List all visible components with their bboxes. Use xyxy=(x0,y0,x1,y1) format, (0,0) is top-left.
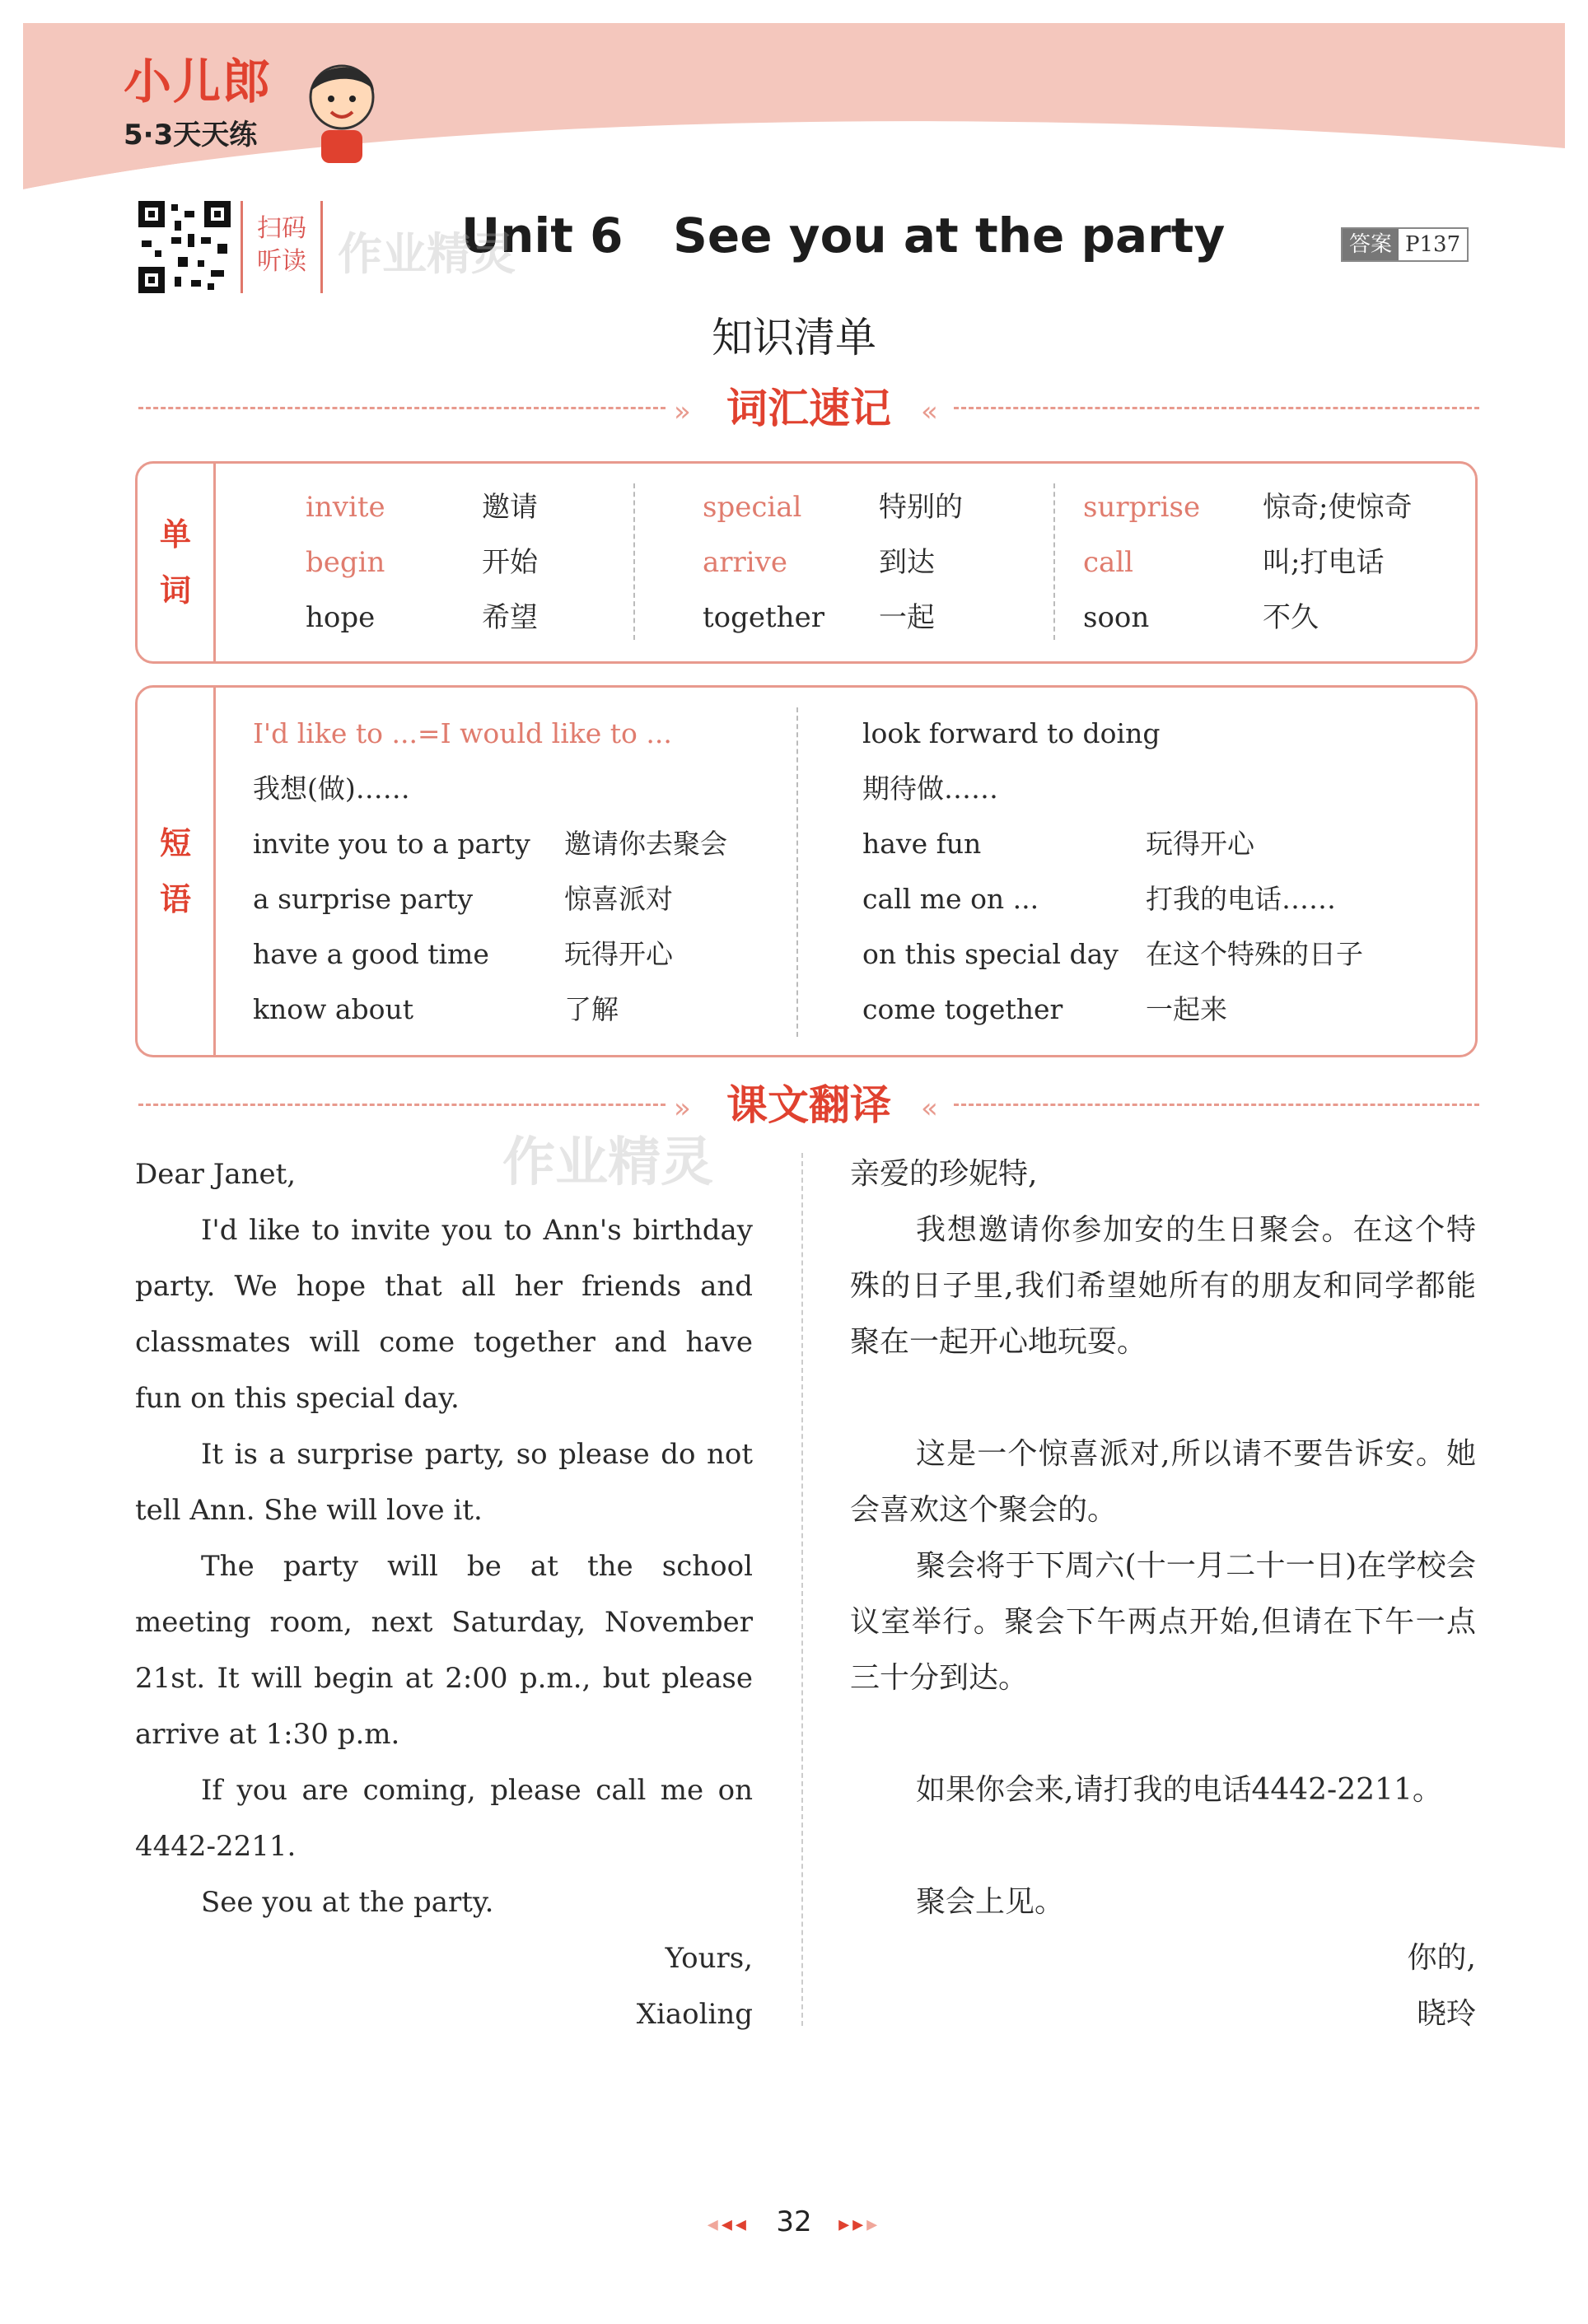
answer-label: 答案 xyxy=(1343,229,1399,260)
phrase-en: on this special day xyxy=(862,938,1119,970)
phrases-box xyxy=(135,685,1478,1057)
phrase-row xyxy=(862,816,1363,871)
word-zh: 邀请 xyxy=(482,491,538,524)
phrase-zh: 邀请你去聚会 xyxy=(564,828,727,860)
scan-label-line-2: 听读 xyxy=(257,247,306,276)
answer-page: P137 xyxy=(1405,232,1461,257)
brand-logo xyxy=(124,54,273,152)
phrase-zh: 一起来 xyxy=(1146,993,1227,1025)
letter-greeting: Dear Janet, xyxy=(135,1158,297,1191)
phrase-en: a surprise party xyxy=(253,883,474,915)
phrase-zh: 期待做…… xyxy=(862,772,998,805)
phrase-en: know about xyxy=(253,993,414,1025)
phrase-zh: 我想(做)…… xyxy=(253,772,410,805)
letter-paragraph: It is a surprise party, so please do not tell Ann. She will love it. xyxy=(135,1438,753,1527)
word-row xyxy=(703,590,963,646)
word-zh: 不久 xyxy=(1263,601,1319,634)
word-en: hope xyxy=(306,601,376,634)
word-zh: 开始 xyxy=(482,546,538,579)
phrase-zh: 打我的电话…… xyxy=(1146,883,1336,915)
phrase-en: I'd like to ...=I would like to ... xyxy=(253,717,672,749)
phrase-column-right xyxy=(862,706,1363,1037)
letter-closing: 你的, xyxy=(1407,1941,1476,1975)
letter-greeting: 亲爱的珍妮特, xyxy=(850,1157,1038,1191)
letter-paragraph: 聚会上见。 xyxy=(916,1885,1065,1919)
brand-series: 5·3天天练 xyxy=(124,119,258,152)
letter-chinese xyxy=(850,1146,1476,2042)
word-zh: 惊奇;使惊奇 xyxy=(1263,491,1413,524)
word-row xyxy=(1083,590,1412,646)
word-row xyxy=(306,480,538,535)
letter-signature: Xiaoling xyxy=(636,1998,753,2031)
phrase-row xyxy=(862,982,1363,1037)
translation-heading-label: 课文翻译 xyxy=(726,1081,891,1129)
phrase-zh: 惊喜派对 xyxy=(564,883,673,915)
words-side-label xyxy=(138,464,216,661)
column-divider xyxy=(1053,483,1055,640)
word-en: soon xyxy=(1083,601,1150,634)
phrase-row xyxy=(862,871,1363,926)
letter-divider xyxy=(801,1153,803,2026)
word-row xyxy=(703,480,963,535)
unit-number: Unit 6 xyxy=(461,208,624,264)
word-row xyxy=(306,590,538,646)
phrase-en: come together xyxy=(862,993,1063,1025)
word-column-1 xyxy=(306,480,538,646)
word-column-2 xyxy=(703,480,963,646)
letter-closing: Yours, xyxy=(665,1942,753,1975)
word-en: begin xyxy=(306,546,385,579)
watermark: 作业精灵 xyxy=(502,1132,713,1193)
word-zh: 希望 xyxy=(482,601,538,634)
letter-paragraph: 聚会将于下周六(十一月二十一日)在学校会议室举行。聚会下午两点开始,但请在下午一点三十分到达。 xyxy=(850,1549,1476,1695)
vocab-heading-label: 词汇速记 xyxy=(726,385,891,432)
letter-paragraph: 我想邀请你参加安的生日聚会。在这个特殊的日子里,我们希望她所有的朋友和同学都能聚在一起开心地玩耍。 xyxy=(850,1213,1476,1359)
word-en: call xyxy=(1083,546,1134,579)
next-arrows-icon: ▸▸ xyxy=(838,2212,867,2237)
word-en: special xyxy=(703,491,802,524)
letter-english xyxy=(135,1146,753,2042)
phrase-row xyxy=(862,926,1363,982)
word-zh: 一起 xyxy=(879,601,935,634)
phrase-row xyxy=(253,871,727,926)
mascot-icon xyxy=(297,58,387,165)
phrase-en: have fun xyxy=(862,828,982,860)
phrase-row xyxy=(253,816,727,871)
word-row xyxy=(306,535,538,590)
phrase-zh: 玩得开心 xyxy=(1146,828,1254,860)
letter-signature: 晓玲 xyxy=(1416,1997,1476,2031)
column-divider xyxy=(633,483,635,640)
scan-label-line-1: 扫码 xyxy=(257,214,306,243)
phrase-row xyxy=(253,982,727,1037)
word-row xyxy=(1083,535,1412,590)
phrase-zh: 在这个特殊的日子 xyxy=(1146,938,1363,970)
next-arrows-icon: ▸ xyxy=(866,2212,881,2237)
knowledge-list-title: 知识清单 xyxy=(712,314,876,362)
phrases-side-label xyxy=(138,688,216,1055)
letter-paragraph: See you at the party. xyxy=(201,1886,494,1919)
word-en: arrive xyxy=(703,546,787,579)
letter-paragraph: If you are coming, please call me on 4442-2211. xyxy=(135,1774,753,1863)
words-label-char: 单 xyxy=(159,516,191,553)
letter-paragraph: The party will be at the school meeting room, next Saturday, November 21st. It will begin at 2:00 p.m., but please arrive at 1:30 p.m. xyxy=(135,1550,753,1751)
column-divider xyxy=(796,707,798,1037)
word-en: surprise xyxy=(1083,491,1201,524)
watermark: 作业精灵 xyxy=(338,228,516,280)
phrase-en: invite you to a party xyxy=(253,828,530,860)
answer-reference xyxy=(1341,227,1469,262)
words-box xyxy=(135,461,1478,664)
unit-title xyxy=(461,208,1225,264)
word-en: invite xyxy=(306,491,385,524)
word-en: together xyxy=(703,601,824,634)
phrase-column-left xyxy=(253,706,727,1037)
phrase-zh: 了解 xyxy=(564,993,619,1025)
translation-heading: » 课文翻译 « xyxy=(138,1080,1479,1130)
word-column-3 xyxy=(1083,480,1412,646)
words-label-char: 词 xyxy=(159,572,191,609)
prev-arrows-icon: ◂◂ xyxy=(721,2212,750,2237)
phrases-label-char: 语 xyxy=(159,881,191,917)
phrase-en: call me on ... xyxy=(862,883,1039,915)
brand-name: 小儿郎 xyxy=(124,54,273,110)
letter-paragraph: 这是一个惊喜派对,所以请不要告诉安。她会喜欢这个聚会的。 xyxy=(850,1437,1476,1527)
page-footer xyxy=(0,2205,1588,2238)
page-number: 32 xyxy=(776,2205,812,2238)
word-zh: 特别的 xyxy=(879,491,963,524)
phrases-label-char: 短 xyxy=(159,825,191,861)
qr-code-icon[interactable] xyxy=(138,201,231,293)
phrase-en: have a good time xyxy=(253,938,489,970)
scan-listen-label xyxy=(241,201,323,293)
word-row xyxy=(703,535,963,590)
word-zh: 叫;打电话 xyxy=(1263,546,1385,579)
vocab-heading: » 词汇速记 « xyxy=(138,384,1479,433)
letter-paragraph: I'd like to invite you to Ann's birthday party. We hope that all her friends and classmates will come together and have fun on this special day. xyxy=(135,1214,753,1415)
word-zh: 到达 xyxy=(879,546,935,579)
word-row xyxy=(1083,480,1412,535)
phrase-row xyxy=(253,926,727,982)
phrase-zh: 玩得开心 xyxy=(564,938,673,970)
phrase-en: look forward to doing xyxy=(862,717,1161,749)
letter-paragraph: 如果你会来,请打我的电话4442-2211。 xyxy=(916,1773,1442,1807)
unit-name: See you at the party xyxy=(673,208,1226,264)
prev-arrows-icon: ◂ xyxy=(707,2212,722,2237)
